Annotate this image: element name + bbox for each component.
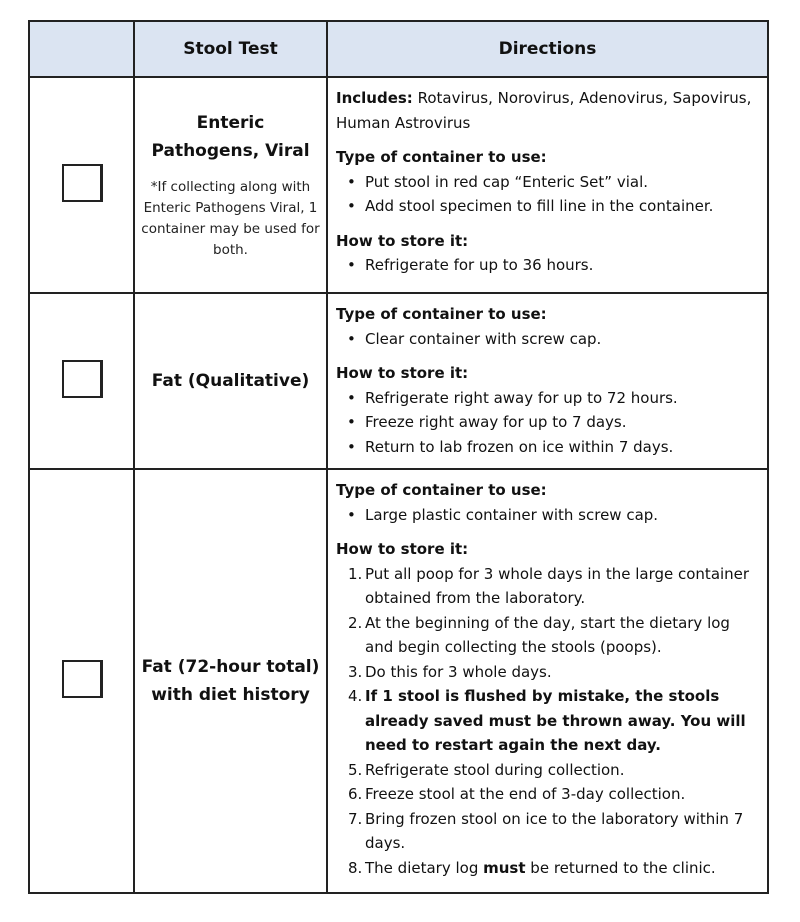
- store-section: [336, 229, 761, 278]
- stool-test-table: [28, 20, 769, 894]
- step-item: 5. Refrigerate stool during collection.: [348, 760, 625, 779]
- test-note: *If collecting along with Enteric Pathogens Viral, 1 container may be used for both.: [141, 179, 320, 258]
- checkbox-cell: [29, 293, 134, 469]
- header-row: [29, 21, 768, 77]
- list-item: • Clear container with screw cap.: [344, 327, 761, 352]
- table-row: [29, 77, 768, 293]
- list-item: • Refrigerate for up to 36 hours.: [344, 253, 761, 278]
- header-stool-test: Stool Test: [134, 21, 327, 77]
- directions-cell: [327, 293, 768, 469]
- checkbox-cell: [29, 77, 134, 293]
- step-item: 6. Freeze stool at the end of 3-day collection.: [348, 785, 686, 803]
- step-item: 3. Do this for 3 whole days.: [348, 662, 552, 681]
- section-title: Type of container to use:: [336, 305, 547, 323]
- container-section: [336, 478, 761, 527]
- header-directions: Directions: [327, 21, 768, 77]
- checkbox-fat-72-hour[interactable]: [62, 660, 102, 698]
- checkbox-cell: [29, 469, 134, 893]
- list-item: • Refrigerate right away for up to 72 hours.: [344, 386, 761, 411]
- container-section: [336, 302, 761, 351]
- test-cell: [134, 293, 327, 469]
- section-title: How to store it:: [336, 231, 469, 250]
- header-checkbox-col: [29, 21, 134, 77]
- container-section: [336, 145, 761, 219]
- directions-cell: [327, 77, 768, 293]
- list-item: • Large plastic container with screw cap.: [344, 503, 761, 528]
- step-item: 2. At the beginning of the day, start the dietary log and begin collecting the stools (poops).: [348, 613, 730, 656]
- section-title: How to store it:: [336, 364, 469, 382]
- test-name: Fat (72-hour total) with diet history: [141, 657, 320, 705]
- store-section: [336, 361, 761, 459]
- directions-cell: [327, 469, 768, 893]
- step-item: 7. Bring frozen stool on ice to the laboratory within 7 days.: [348, 809, 744, 852]
- step-item: 1. Put all poop for 3 whole days in the large container obtained from the laboratory.: [348, 564, 750, 607]
- step-item: 8. The dietary log must be returned to the clinic.: [348, 858, 716, 877]
- section-title: Type of container to use:: [336, 148, 547, 166]
- test-cell: [134, 77, 327, 293]
- list-item: • Add stool specimen to fill line in the container.: [344, 194, 761, 219]
- test-name: Fat (Qualitative): [151, 371, 310, 391]
- test-name: Enteric Pathogens, Viral: [151, 113, 310, 161]
- list-item: • Freeze right away for up to 7 days.: [344, 410, 761, 435]
- section-title: How to store it:: [336, 540, 469, 558]
- table-row: [29, 293, 768, 469]
- section-title: Type of container to use:: [336, 481, 547, 499]
- checkbox-enteric-viral[interactable]: [62, 164, 102, 202]
- list-item: • Put stool in red cap “Enteric Set” vial.: [344, 170, 761, 195]
- includes-text: Includes: Rotavirus, Norovirus, Adenovirus, Sapovirus, Human Astrovirus: [336, 89, 752, 132]
- checkbox-fat-qualitative[interactable]: [62, 360, 102, 398]
- table-row: [29, 469, 768, 893]
- step-item-warning: 4. If 1 stool is flushed by mistake, the stools already saved must be thrown away. You will need to restart again the next day.: [348, 687, 746, 754]
- list-item: • Return to lab frozen on ice within 7 days.: [344, 435, 761, 460]
- test-cell: [134, 469, 327, 893]
- store-section: [336, 537, 761, 880]
